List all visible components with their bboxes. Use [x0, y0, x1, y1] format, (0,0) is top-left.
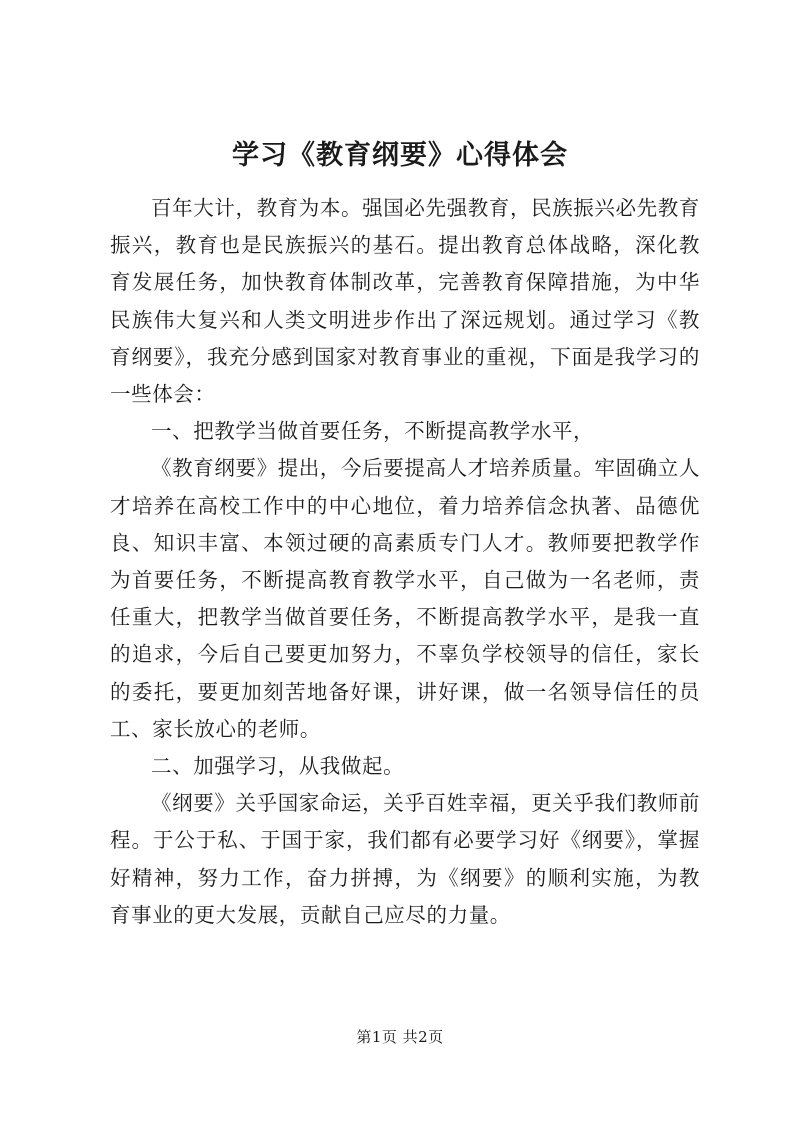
section-heading-1: 一、把教学当做首要任务，不断提高教学水平， — [151, 419, 595, 444]
document-title: 学习《教育纲要》心得体会 — [232, 140, 568, 171]
document-body — [110, 190, 700, 934]
section-heading-2: 二、加强学习，从我做起。 — [151, 754, 405, 779]
paragraph-intro: 百年大计，教育为本。强国必先强教育，民族振兴必先教育振兴，教育也是民族振兴的基石。提出教育总体战略，深化教育发展任务，加快教育体制改革，完善教育保障措施，为中华民族伟大复兴和人类文明进步作出了深远规划。通过学习《教育纲要》，我充分感到国家对教育事业的重视，下面是我学习的一些体会： — [110, 196, 700, 407]
paragraph-section-2: 《纲要》关乎国家命运，关乎百姓幸福，更关乎我们教师前程。于公于私、于国于家，我们都有必要学习好《纲要》，掌握好精神，努力工作，奋力拼搏，为《纲要》的顺利实施，为教育事业的更大发展，贡献自己应尽的力量。 — [110, 791, 700, 927]
page-number-footer: 第1页 共2页 — [356, 1028, 444, 1046]
paragraph-section-1: 《教育纲要》提出，今后要提高人才培养质量。牢固确立人才培养在高校工作中的中心地位，着力培养信念执著、品德优良、知识丰富、本领过硬的高素质专门人才。教师要把教学作为首要任务，不断提高教育教学水平，自己做为一名老师，责任重大，把教学当做首要任务，不断提高教学水平，是我一直的追求，今后自己要更加努力，不辜负学校领导的信任，家长的委托，要更加刻苦地备好课，讲好课，做一名领导信任的员工、家长放心的老师。 — [110, 456, 700, 741]
